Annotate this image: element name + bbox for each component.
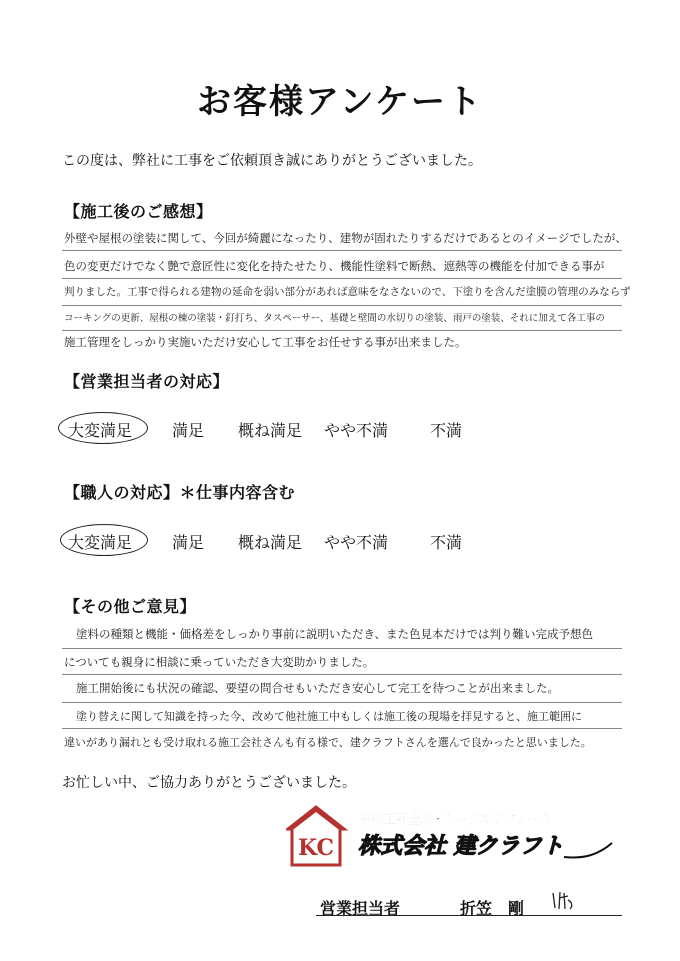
staff-label: 営業担当者 [320, 899, 401, 918]
answer-rule [62, 305, 622, 306]
sales-rating-row [62, 418, 532, 448]
closing-text: お忙しい中、ご協力ありがとうございました。 [62, 775, 356, 791]
answer-rule [62, 330, 622, 331]
rating-option-very-satisfied[interactable]: 大変満足 [68, 421, 133, 440]
rating-option-dissatisfied[interactable]: 不満 [430, 421, 463, 440]
answer-rule [62, 250, 622, 251]
craftsmen-rating-row [62, 530, 532, 560]
answer-rule [62, 728, 622, 729]
rating-option-very-satisfied[interactable]: 大変満足 [68, 533, 133, 552]
rating-option-satisfied[interactable]: 満足 [172, 421, 205, 440]
page-title: お客様アンケート [197, 82, 483, 122]
rating-option-satisfied[interactable]: 満足 [172, 533, 205, 552]
impressions-line: 判りました。工事で得られる建物の延命を弱い部分があれば意味をなさないので、下塗りを含んだ塗膜の管理のみならず [64, 286, 631, 298]
sales-heading: 【営業担当者の対応】 [64, 372, 230, 391]
impressions-heading: 【施工後のご感想】 [64, 202, 213, 221]
other-heading: 【その他ご意見】 [64, 597, 197, 616]
rating-option-mostly-satisfied[interactable]: 概ね満足 [238, 533, 303, 552]
rating-option-mostly-satisfied[interactable]: 概ね満足 [238, 421, 303, 440]
company-logo [286, 803, 616, 869]
other-line: 施工開始後にも状況の確認、要望の問合せもいただき安心して完工を待つことが出来ました。 [76, 681, 559, 695]
answer-rule [62, 278, 622, 279]
rating-option-somewhat-dissatisfied[interactable]: やや不満 [324, 533, 389, 552]
impressions-line: 外壁や屋根の塗装に関して、今回が綺麗になったり、建物が固れたりするだけであるとのイメージでしたが、 [64, 231, 627, 245]
intro-text: この度は、弊社に工事をご依頼頂き誠にありがとうございました。 [62, 153, 482, 169]
signature-underline [316, 915, 622, 916]
rating-option-dissatisfied[interactable]: 不満 [430, 533, 463, 552]
answer-rule [62, 648, 622, 649]
impressions-line: コーキングの更新、屋根の棟の塗装・釘打ち、タスペーサー、基礎と壁間の水切りの塗装、雨戸の塗装、それに加えて各工事の [64, 313, 605, 324]
other-line: 違いがあり漏れとも受け取れる施工会社さんも有る様で、建クラフトさんを選んで良かったと思いました。 [64, 736, 592, 749]
svg-text:株式会社 建クラフト: 株式会社 建クラフト [358, 834, 564, 859]
svg-text:KC: KC [297, 835, 335, 861]
impressions-line: 施工管理をしっかり実施いただけ安心して工事をお任せする事が出来ました。 [64, 335, 467, 349]
impressions-line: 色の変更だけでなく艶で意匠性に変化を持たせたり、機能性塗料で断熱、遮熱等の機能を付加できる事が [64, 259, 605, 273]
signature-mark-icon [550, 890, 576, 912]
craftsmen-heading: 【職人の対応】＊仕事内容含む [64, 483, 296, 502]
answer-rule [62, 674, 622, 675]
answer-rule [62, 702, 622, 703]
kc-house-logo-icon [286, 803, 616, 869]
staff-name: 折笠 剛 [460, 899, 525, 918]
svg-text:建築工事全般・トータルリフォーム: 建築工事全般・トータルリフォーム [360, 812, 552, 826]
other-line: 塗り替えに関して知識を持った今、改めて他社施工中もしくは施工後の現場を拝見すると、施工範囲に [76, 710, 582, 723]
handwritten-seal-signature [550, 890, 576, 916]
other-line: 塗料の種類と機能・価格差をしっかり事前に説明いただき、また色見本だけでは判り難い完成予想色 [76, 627, 594, 641]
rating-option-somewhat-dissatisfied[interactable]: やや不満 [324, 421, 389, 440]
other-line: についても親身に相談に乗っていただき大変助かりました。 [64, 655, 375, 669]
